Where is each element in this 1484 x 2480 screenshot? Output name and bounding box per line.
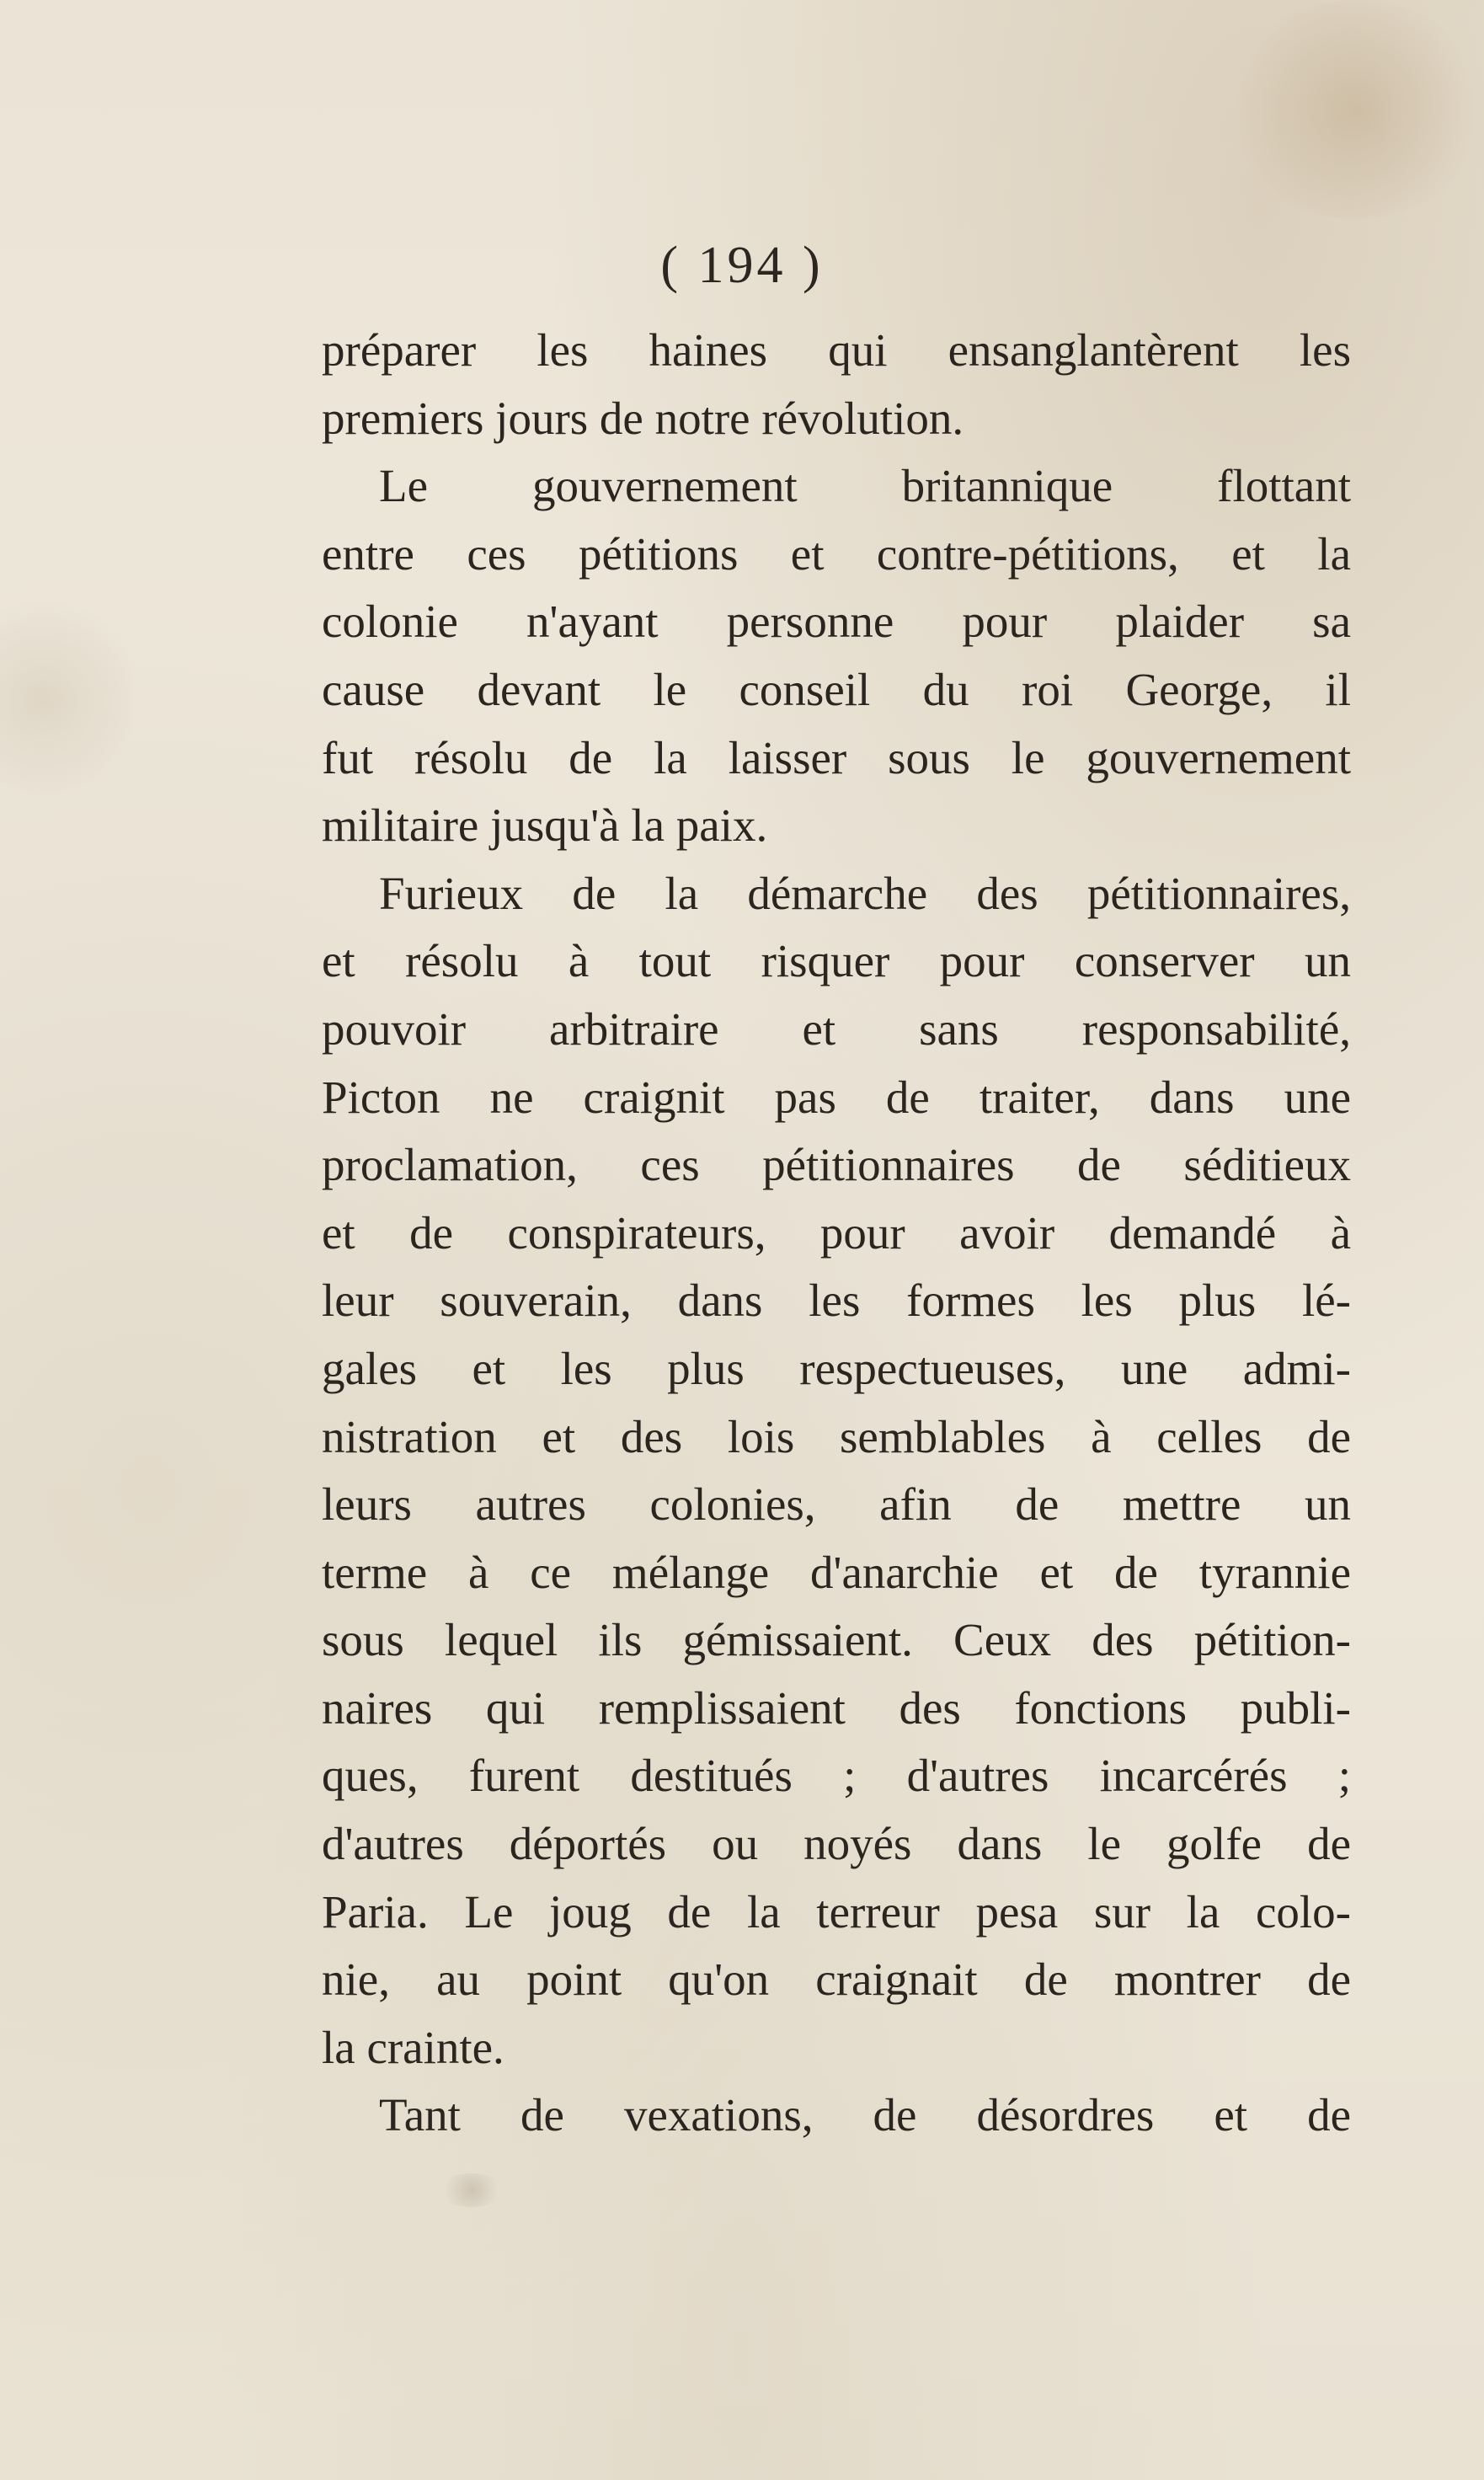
text-line: nistration et des lois semblables à celles de — [322, 1410, 1351, 1462]
text-line: fut résolu de la laisser sous le gouvernement — [322, 731, 1351, 783]
text-line: militaire jusqu'à la paix. — [322, 799, 768, 852]
text-line: leur souverain, dans les formes les plus lé- — [322, 1275, 1351, 1327]
paper-stain — [438, 2173, 505, 2207]
text-line: Furieux de la démarche des pétitionnaires, — [379, 867, 1351, 919]
text-line: entre ces pétitions et contre-pétitions, et la — [322, 527, 1351, 580]
text-line: d'autres déportés ou noyés dans le golfe de — [322, 1818, 1351, 1870]
text-line: et de conspirateurs, pour avoir demandé à — [322, 1206, 1351, 1259]
text-line: terme à ce mélange d'anarchie et de tyrannie — [322, 1546, 1351, 1598]
text-line: et résolu à tout risquer pour conserver un — [322, 935, 1351, 987]
text-line: la crainte. — [322, 2021, 504, 2073]
text-line: proclamation, ces pétitionnaires de séditieux — [322, 1139, 1351, 1191]
text-line: cause devant le conseil du roi George, il — [322, 663, 1351, 715]
paper-stain — [0, 590, 135, 809]
text-line: sous lequel ils gémissaient. Ceux des pétition- — [322, 1614, 1351, 1666]
page-number: ( 194 ) — [660, 237, 824, 294]
text-line: Picton ne craignit pas de traiter, dans une — [322, 1071, 1351, 1123]
text-line: premiers jours de notre révolution. — [322, 392, 964, 444]
text-line: Paria. Le joug de la terreur pesa sur la colo- — [322, 1885, 1351, 1938]
text-line: gales et les plus respectueuses, une admi- — [322, 1342, 1351, 1394]
paper-stain — [1221, 0, 1484, 219]
text-line: nie, au point qu'on craignait de montrer de — [322, 1954, 1351, 2006]
text-line: ques, furent destitués ; d'autres incarcérés ; — [322, 1750, 1351, 1802]
text-line: Le gouvernement britannique flottant — [379, 460, 1351, 512]
text-line: naires qui remplissaient des fonctions publi- — [322, 1681, 1351, 1734]
text-line: leurs autres colonies, afin de mettre un — [322, 1478, 1351, 1531]
text-line: Tant de vexations, de désordres et de — [379, 2089, 1351, 2141]
text-line: colonie n'ayant personne pour plaider sa — [322, 596, 1351, 648]
text-line: préparer les haines qui ensanglantèrent les — [322, 324, 1351, 376]
body-text — [322, 317, 1351, 2150]
text-line: pouvoir arbitraire et sans responsabilité, — [322, 1002, 1351, 1055]
